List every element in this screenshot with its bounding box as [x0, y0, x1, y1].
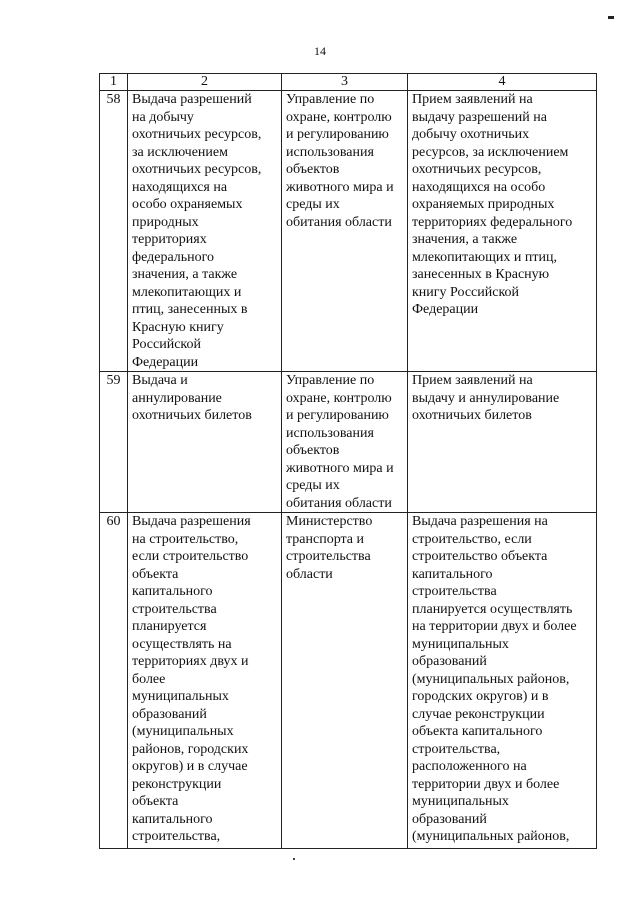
scan-speck [293, 858, 295, 860]
row-number: 58 [100, 91, 128, 372]
service-name: Выдача разрешений на добычу охотничьих ресурсов, за исключением охотничьих ресурсов, находящихся на особо охраняемых природных территориях федерального значения, а также млекопитающих и птиц, занесенных в Красную книгу Российской Федерации [128, 91, 282, 372]
row-number: 60 [100, 513, 128, 849]
column-header: 4 [408, 74, 597, 91]
service-description: Прием заявлений на выдачу разрешений на добычу охотничьих ресурсов, за исключением охотничьих ресурсов, находящихся на особо охраняемых природных территориях федерального значения, а также млекопитающих и птиц, занесенных в Красную книгу Российской Федерации [408, 91, 597, 372]
services-table [99, 73, 597, 849]
service-name: Выдача разрешения на строительство, если строительство объекта капитального строительства планируется осуществлять на территориях двух и более муниципальных образований (муниципальных районов, городских округов) и в случае реконструкции объекта капитального строительства, [128, 513, 282, 849]
service-name: Выдача и аннулирование охотничьих билетов [128, 372, 282, 513]
service-description: Прием заявлений на выдачу и аннулирование охотничьих билетов [408, 372, 597, 513]
scan-mark [608, 16, 614, 19]
row-number: 59 [100, 372, 128, 513]
authority-name: Министерство транспорта и строительства области [282, 513, 408, 849]
authority-name: Управление по охране, контролю и регулированию использования объектов животного мира и среды их обитания области [282, 372, 408, 513]
table-row [100, 513, 597, 849]
column-header: 1 [100, 74, 128, 91]
table-row [100, 91, 597, 372]
page-number: 14 [314, 44, 326, 58]
header-row [100, 74, 597, 91]
column-header: 3 [282, 74, 408, 91]
table-row [100, 372, 597, 513]
authority-name: Управление по охране, контролю и регулированию использования объектов животного мира и среды их обитания области [282, 91, 408, 372]
service-description: Выдача разрешения на строительство, если строительство объекта капитального строительства планируется осуществлять на территории двух и более муниципальных образований (муниципальных районов, городских округов) и в случае реконструкции объекта капитального строительства, расположенного на территории двух и более муниципальных образований (муниципальных районов, [408, 513, 597, 849]
column-header: 2 [128, 74, 282, 91]
